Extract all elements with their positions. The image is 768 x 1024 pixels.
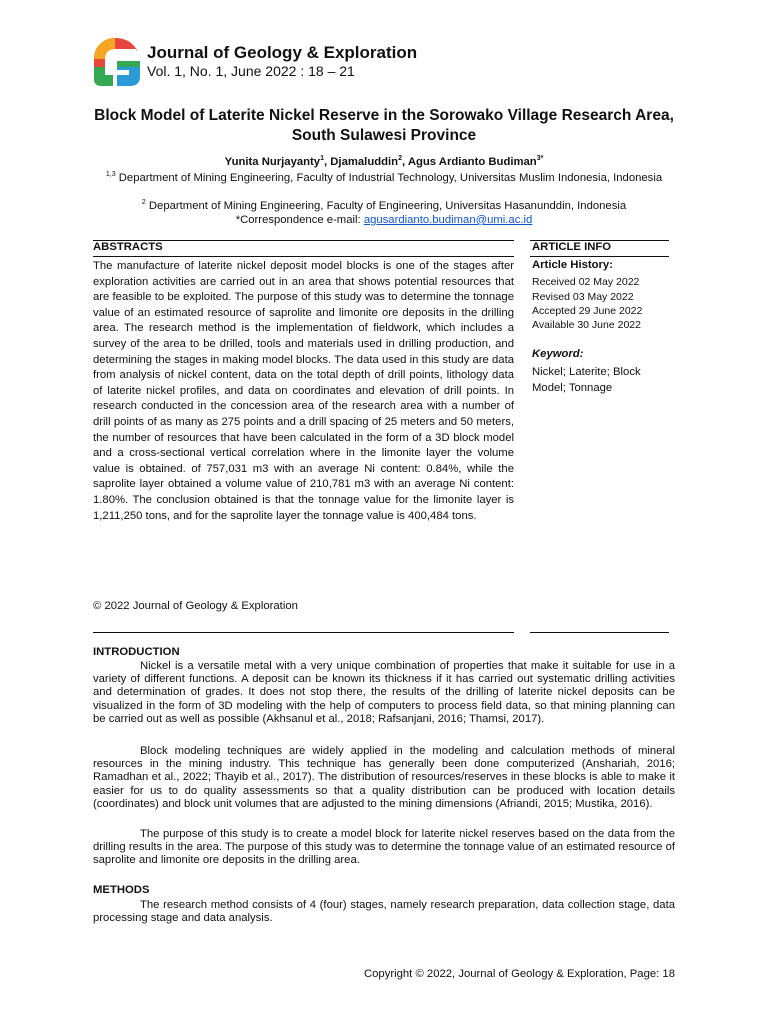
abstract-text: The manufacture of laterite nickel deposit model blocks is one of the stages after exploration activities are carried out in an area that shows potential resources that are feasible to be exploited. The purpose of this study was to determine the tonnage value of an estimated resource of saprolite and limonite ore deposits in the drilling area. The research method is the implementation of fieldwork, which includes a survey of the area to be drilled, tools and materials used in drilling production, and determining the stages in making model blocks. The data used in this study are data from analysis of nickel content, data on the total depth of drill points, lithology data of laterite nickel profiles, and data on coordinates and elevation of drill points. In research conducted in the concession area of the research area with a number of drill points of as many as 275 points and a drill spacing of 25 meters and 50 meters, the number of resources that have been calculated in the form of a 3D block model and a cross-sectional vertical correlation where in the limonite layer the volume value is obtained. of 757,031 m3 with an average Ni content: 0.84%, while the saprolite layer obtained a volume value of 210,781 m3 with an average Ni content: 1.80%. The conclusion obtained is that the tonnage value for the limonite layer is 1,211,250 tons, and for the saprolite layer the tonnage value is 400,484 tons. [93, 260, 514, 522]
history-available: Available 30 June 2022 [532, 319, 641, 331]
correspondence [80, 212, 688, 228]
journal-logo [93, 37, 141, 87]
divider [530, 632, 669, 633]
introduction-paragraph: Nickel is a versatile metal with a very unique combination of properties that make it suitable for use in a variety of different functions. A deposit can be known its thickness if it has carried out systematic drilling activities and determination of grades. It does not stop there, the results of the drilling of laterite nickel deposits can be visualized in the form of 3D modeling with the help of computers to process field data, so that mining planning can be carried out as well as possible (Akhsanul et al., 2018; Rafsanjani, 2016; Thamsi, 2017). [93, 660, 675, 725]
journal-issue: Vol. 1, No. 1, June 2022 : 18 – 21 [147, 63, 355, 79]
divider [93, 632, 514, 633]
keyword-list: Nickel; Laterite; Block Model; Tonnage [532, 366, 641, 394]
page-footer: Copyright © 2022, Journal of Geology & Exploration, Page: 18 [363, 968, 675, 980]
abstract-copyright: © 2022 Journal of Geology & Exploration [93, 600, 298, 612]
history-accepted: Accepted 29 June 2022 [532, 305, 643, 317]
history-revised: Revised 03 May 2022 [532, 291, 634, 303]
author-sup: 2 [398, 155, 402, 163]
affiliation-sup: 2 [141, 199, 146, 207]
article-info-heading: ARTICLE INFO [532, 241, 612, 253]
correspondence-email-link[interactable]: agusardianto.budiman@umi.ac.id [363, 214, 533, 226]
author-sup: 1 [320, 155, 324, 163]
affiliation-sup: 1,3 [105, 171, 116, 179]
affiliation-text: Department of Mining Engineering, Faculty of Industrial Technology, Universitas Muslim Indonesia, Indonesia [115, 172, 663, 184]
journal-name: Journal of Geology & Exploration [147, 43, 418, 62]
methods-heading: METHODS [93, 884, 150, 896]
author-list [80, 156, 688, 168]
introduction-paragraph: The purpose of this study is to create a model block for laterite nickel reserves based on the data from the drilling results in the area. The purpose of this study was to determine the tonnage value of an estimated resource of saprolite and limonite ore deposits in the drilling area. [93, 828, 675, 867]
introduction-paragraph: Block modeling techniques are widely applied in the modeling and calculation methods of mineral resources in the mining industry. This technique has generally been done computerized (Anshariah, 2016; Ramadhan et al., 2022; Thayib et al., 2017). The distribution of resources/reserves in these blocks is able to make it easier for us to do quality assessments so that a quality distribution can be produced with location details (coordinates) and block unit volumes that are adjusted to the mining dimensions (Afriandi, 2015; Mustika, 2016). [93, 745, 675, 810]
author-name: , Djamaluddin [324, 156, 399, 168]
author-name: Yunita Nurjayanty [224, 156, 321, 168]
divider [530, 256, 669, 257]
author-name: , Agus Ardianto Budiman [401, 156, 537, 168]
correspondence-label: *Correspondence e-mail: [235, 214, 364, 226]
divider [93, 256, 514, 257]
article-title: Block Model of Laterite Nickel Reserve in the Sorowako Village Research Area, South Sulawesi Province [94, 107, 674, 144]
affiliation-text: Department of Mining Engineering, Faculty of Engineering, Universitas Hasanunddin, Indonesia [145, 200, 627, 212]
history-heading: Article History: [532, 259, 613, 271]
author-sup: 3* [536, 155, 544, 163]
history-received: Received 02 May 2022 [532, 276, 640, 288]
introduction-heading: INTRODUCTION [93, 646, 180, 658]
methods-paragraph: The research method consists of 4 (four) stages, namely research preparation, data collection stage, data processing stage and data analysis. [93, 899, 675, 925]
affiliation [80, 170, 688, 186]
keyword-heading: Keyword: [532, 348, 584, 360]
abstract-heading: ABSTRACTS [93, 241, 163, 253]
